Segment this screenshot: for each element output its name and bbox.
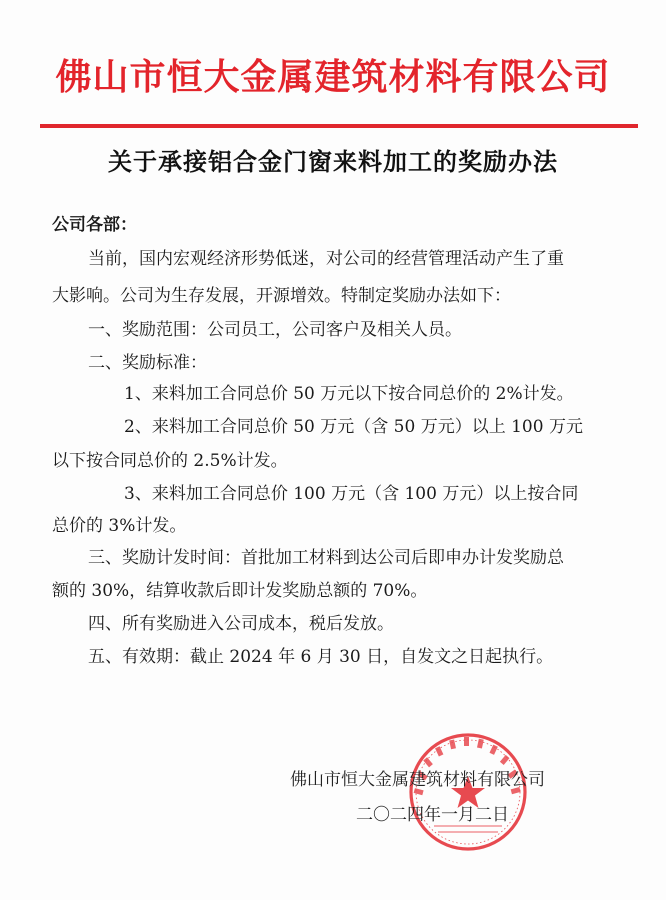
- document-title: 关于承接铝合金门窗来料加工的奖励办法: [108, 147, 558, 176]
- company-seal: [408, 728, 528, 856]
- company-letterhead: 佛山市恒大金属建筑材料有限公司: [55, 57, 611, 98]
- salutation: 公司各部：: [52, 215, 137, 235]
- signature-company: 佛山市恒大金属建筑材料有限公司: [290, 770, 545, 790]
- body-line-2: 大影响。公司为生存发展，开源增效。特制定奖励办法如下：: [52, 286, 511, 306]
- clause-cost: 四、所有奖励进入公司成本，税后发放。: [88, 614, 394, 634]
- clause-standard-heading: 二、奖励标准：: [88, 353, 207, 373]
- standard-item-3-cont: 总价的 3%计发。: [52, 516, 187, 536]
- clause-scope: 一、奖励范围：公司员工，公司客户及相关人员。: [88, 320, 462, 340]
- standard-item-2: 2、来料加工合同总价 50 万元（含 50 万元）以上 100 万元: [124, 417, 583, 437]
- standard-item-2-cont: 以下按合同总价的 2.5%计发。: [52, 451, 288, 471]
- clause-timing: 三、奖励计发时间：首批加工材料到达公司后即申办计发奖励总: [88, 548, 564, 568]
- standard-item-1: 1、来料加工合同总价 50 万元以下按合同总价的 2%计发。: [124, 384, 574, 404]
- clause-timing-cont: 额的 30%，结算收款后即计发奖励总额的 70%。: [52, 581, 428, 601]
- letterhead-divider: [40, 124, 638, 128]
- clause-validity: 五、有效期：截止 2024 年 6 月 30 日，自发文之日起执行。: [88, 647, 554, 667]
- signature-date: 二〇二四年一月二日: [356, 805, 509, 825]
- standard-item-3: 3、来料加工合同总价 100 万元（含 100 万元）以上按合同: [124, 484, 579, 504]
- body-line-1: 当前，国内宏观经济形势低迷，对公司的经营管理活动产生了重: [88, 249, 564, 269]
